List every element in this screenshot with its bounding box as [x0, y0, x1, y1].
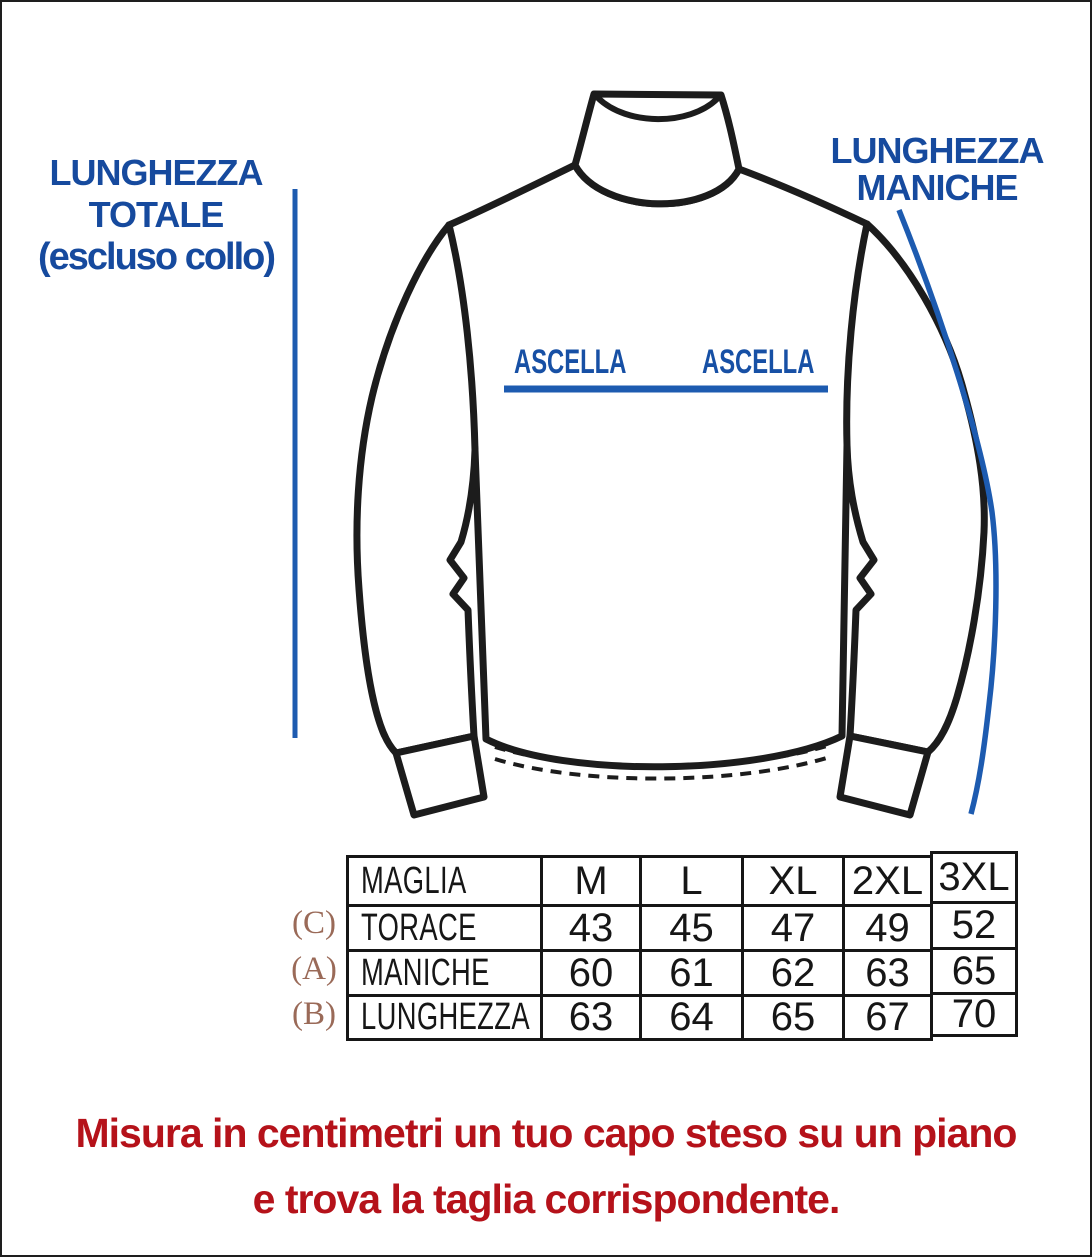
- sweater-torso: [449, 165, 867, 767]
- table-header-product: MAGLIA: [361, 859, 467, 902]
- row-key-c: (C): [292, 905, 336, 941]
- table-row-label-lunghezza: LUNGHEZZA: [349, 994, 540, 1038]
- table-header-size-m: M: [540, 858, 639, 904]
- sweater-right-cuff: [840, 736, 928, 815]
- sleeve-length-label: [797, 132, 1077, 206]
- table-header-size-2xl: 2XL: [842, 858, 930, 904]
- table-cell: 43: [540, 904, 639, 949]
- sleeve-length-label-line1: LUNGHEZZA: [830, 130, 1044, 171]
- row-key-a: (A): [291, 951, 337, 987]
- table-header-size-3xl: 3XL: [938, 855, 1010, 899]
- table-cell: 65: [933, 947, 1015, 992]
- footer-instruction-line2: e trova la taglia corrispondente.: [252, 1176, 840, 1222]
- table-cell: 61: [639, 949, 741, 994]
- table-cell: 65: [741, 994, 842, 1038]
- total-length-label-line1: LUNGHEZZA: [49, 152, 263, 193]
- row-key-b: (B): [292, 996, 336, 1032]
- armpit-label-left: ASCELLA: [514, 343, 627, 381]
- size-table-3xl-column: [930, 851, 1018, 1037]
- sweater-collar: [575, 94, 739, 204]
- table-cell: 49: [842, 904, 930, 949]
- table-header-size-l: L: [639, 858, 741, 904]
- sweater-right-sleeve: [847, 224, 985, 752]
- table-cell: 47: [741, 904, 842, 949]
- table-cell: 52: [933, 901, 1015, 947]
- table-cell: 62: [741, 949, 842, 994]
- table-cell: 45: [639, 904, 741, 949]
- table-header-size-xl: XL: [741, 858, 842, 904]
- total-length-label: [20, 152, 292, 278]
- total-length-label-line3: (escluso collo): [37, 236, 275, 278]
- sweater-left-cuff: [396, 736, 484, 815]
- total-length-label-line2: TOTALE: [88, 194, 224, 235]
- table-cell: 60: [540, 949, 639, 994]
- armpit-label-right: ASCELLA: [702, 343, 815, 381]
- table-row-label-maniche: MANICHE: [349, 949, 540, 994]
- table-cell: 63: [842, 949, 930, 994]
- sleeve-length-label-line2: MANICHE: [856, 167, 1018, 208]
- footer-instruction-line1: Misura in centimetri un tuo capo steso su un piano: [75, 1110, 1017, 1156]
- table-cell: 64: [639, 994, 741, 1038]
- table-cell: 63: [540, 994, 639, 1038]
- table-cell: 70: [933, 992, 1015, 1034]
- table-cell: 67: [842, 994, 930, 1038]
- size-table-main: [346, 855, 933, 1041]
- sweater-left-sleeve: [357, 225, 475, 753]
- table-row-label-torace: TORACE: [349, 904, 540, 949]
